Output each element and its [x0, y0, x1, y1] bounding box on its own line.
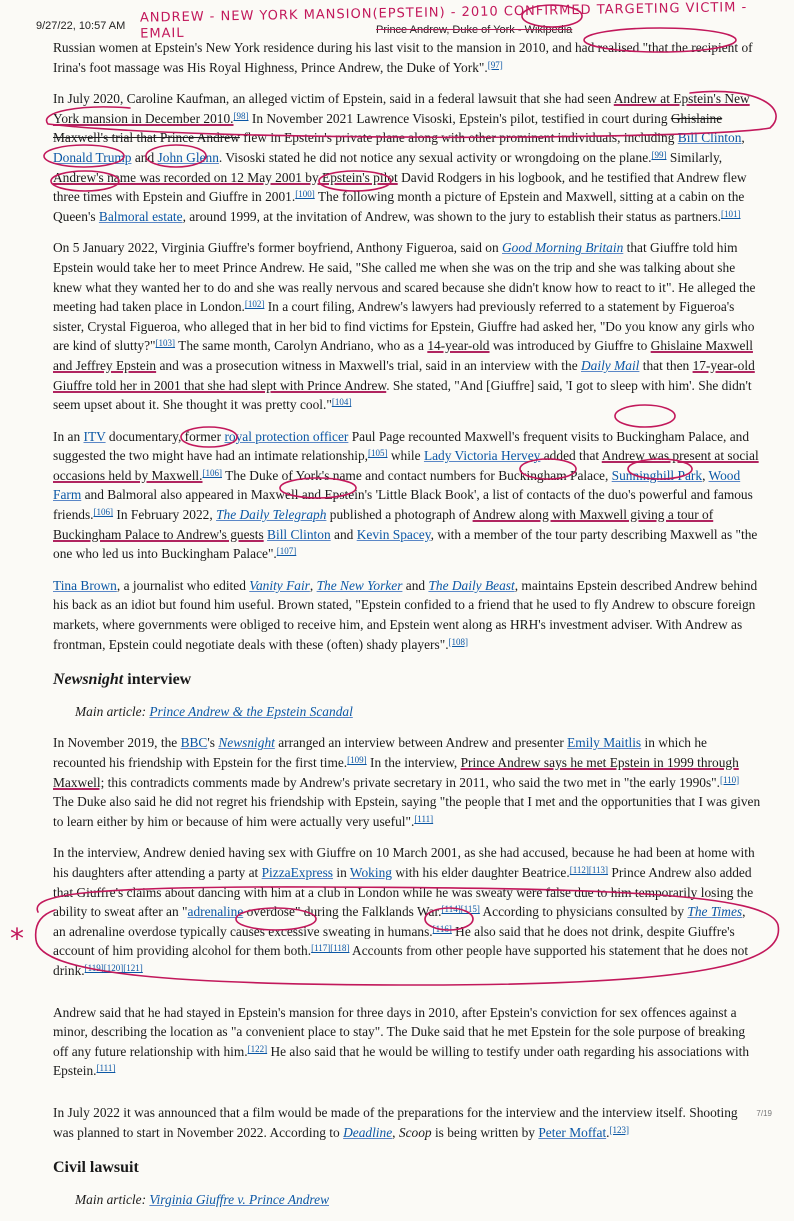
link-pizzaexpress[interactable]: PizzaExpress [261, 864, 334, 880]
underlined-text: 14-year-old [427, 338, 490, 354]
link-lady-victoria-hervey[interactable]: Lady Victoria Hervey [423, 448, 541, 464]
link-emily-maitlis[interactable]: Emily Maitlis [567, 735, 642, 751]
paragraph-itv: In an ITV documentary, former royal protection officer Paul Page recounted Maxwell's frequent visits to Buckingham Palace, and suggested the two might have had an intimate relationship,[105] while Lady Victoria Hervey added that Andrew was present at social occasions held by Maxwell.[106] The Duke of York's name and contact numbers for Buckingham Palace, Sunninghill Park, Wood Farm and Balmoral also appeared in Maxwell and Epstein's 'Little Black Book', a list of contacts of the duo's powerful and famous friends.[106] In February 2022, The Daily Telegraph published a photograph of Andrew along with Maxwell giving a tour of Buckingham Palace to Andrew's guests Bill Clinton and Kevin Spacey, with a member of the tour party describing Maxwell as "the one who led us into Buckingham Palace".[107] [53, 428, 759, 562]
citation[interactable]: [114][115] [441, 904, 480, 915]
link-royal-protection-officer[interactable]: royal protection officer [224, 428, 349, 444]
link-bbc[interactable]: BBC [180, 735, 208, 751]
link-peter-moffat[interactable]: Peter Moffat [538, 1124, 607, 1140]
link-woking[interactable]: Woking [349, 864, 392, 880]
link-daily-mail[interactable]: Daily Mail [581, 357, 640, 373]
section-heading-newsnight: Newsnight interview [53, 671, 192, 689]
main-article-note: Main article: Prince Andrew & the Epstein Scandal [75, 703, 353, 719]
citation[interactable]: [111] [96, 1063, 116, 1074]
link-new-yorker[interactable]: The New Yorker [316, 577, 403, 593]
citation[interactable]: [110] [719, 774, 740, 785]
link-john-glenn[interactable]: John Glenn [157, 149, 219, 165]
citation[interactable]: [116] [432, 923, 452, 934]
link-balmoral-estate[interactable]: Balmoral estate [98, 208, 183, 224]
link-bill-clinton-2[interactable]: Bill Clinton [267, 526, 331, 542]
link-good-morning-britain[interactable]: Good Morning Britain [502, 240, 624, 256]
citation[interactable]: [100] [295, 189, 315, 200]
citation[interactable]: [111] [414, 813, 434, 824]
paragraph-kaufman: In July 2020, Caroline Kaufman, an alleged victim of Epstein, said in a federal lawsuit that she had seen Andrew at Epstein's New York mansion in December 2010.[98] In November 2021 Lawrence Visoski, Epstein's pilot, testified in court during Ghislaine Maxwell's trial that Prince Andrew flew in Epstein's private plane along with other prominent individuals, including Bill Clinton, Donald Trump and John Glenn. Visoski stated he did not notice any sexual activity or wrongdoing on the plane.[99] Similarly, Andrew's name was recorded on 12 May 2001 by Epstein's pilot David Rodgers in his logbook, and he testified that Andrew flew three times with Epstein and Giuffre in 2001.[100] The following month a picture of Epstein and Maxwell, sitting at a cabin on the Queen's Balmoral estate, around 1999, at the invitation of Andrew, was shown to the jury to establish their status as partners.[101] [53, 91, 750, 224]
underlined-text: Andrew at Epstein's New York mansion in December 2010. [53, 91, 750, 126]
article-body [53, 38, 761, 1221]
paragraph-intro: Russian women at Epstein's New York residence during his last visit to the mansion in 2010, and had realised "that the recipient of Irina's foot massage was His Royal Highness, Prince Andrew, the Duke of York".[97] [53, 40, 753, 75]
citation[interactable]: [117][118] [311, 943, 350, 954]
link-the-times[interactable]: The Times [687, 904, 743, 920]
link-wood-farm[interactable]: Wood Farm [53, 467, 741, 503]
print-datetime: 9/27/22, 10:57 AM [36, 20, 126, 32]
paragraph-figueroa: On 5 January 2022, Virginia Giuffre's former boyfriend, Anthony Figueroa, said on Good Morning Britain that Giuffre told him Epstein would take her to meet Prince Andrew. He said, "She called me when she was on the trip and she was talking about she knew what they wanted her to do and she was really nervous and scared because she didn't know how to react to it". He alleged the meeting had taken place in London.[102] In a court filing, Andrew's lawyers had previously referred to a statement by Figueroa's sister, Crystal Figueroa, who alleged that in her bid to find victims for Epstein, Giuffre had asked her, "Do you know any girls who are kind of slutty?"[103] The same month, Carolyn Andriano, who as a 14-year-old was introduced by Giuffre to Ghislaine Maxwell and Jeffrey Epstein and was a prosecution witness in Maxwell's trial, said in an interview with the Daily Mail that then 17-year-old Giuffre told her in 2001 that she had slept with Prince Andrew. She stated, "And [Giuffre] said, 'I got to sleep with him'. She didn't seem upset about it. She thought it was pretty cool."[104] [53, 240, 756, 413]
link-adrenaline[interactable]: adrenaline [187, 904, 244, 920]
citation[interactable]: [123] [609, 1124, 630, 1135]
citation[interactable]: [107] [276, 546, 297, 557]
link-kevin-spacey[interactable]: Kevin Spacey [356, 526, 431, 542]
citation[interactable]: [109] [347, 755, 367, 765]
citation[interactable]: [104] [331, 397, 352, 408]
citation[interactable]: [101] [720, 208, 741, 219]
paragraph-tina-brown: Tina Brown, a journalist who edited Vanity Fair, The New Yorker and The Daily Beast, maintains Epstein described Andrew behind his back as an idiot but found him useful. Brown stated, "Epstein confided to a friend that he used to fly Andrew to obscure foreign markets, where governments were obliged to receive him, and Epstein went along as HRH's investment adviser. With Andrew as frontman, Epstein could negotiate deals with these (often) shady players".[108] [53, 577, 758, 652]
link-donald-trump[interactable]: Donald Trump [53, 149, 132, 165]
link-main-article-giuffre[interactable]: Virginia Giuffre v. Prince Andrew [149, 1191, 330, 1207]
underlined-text: Andrew's name was recorded on 12 May 2001 by Epstein's pilot [53, 169, 398, 185]
print-page-title: Prince Andrew, Duke of York - Wikipedia [376, 24, 573, 36]
page-number: 7/19 [756, 1109, 772, 1118]
section-heading-civil-lawsuit: Civil lawsuit [53, 1159, 139, 1177]
citation[interactable]: [102] [244, 299, 265, 310]
link-itv[interactable]: ITV [83, 428, 106, 444]
paragraph-film: In July 2022 it was announced that a film would be made of the preparations for the interview and the interview itself. Shooting was planned to start in November 2022. According to Deadline, Scoop is being written by Peter Moffat.[123] [53, 1104, 738, 1140]
main-article-note: Main article: Virginia Giuffre v. Prince Andrew [75, 1191, 330, 1207]
citation[interactable]: [106] [202, 467, 222, 478]
citation[interactable]: [98] [233, 110, 249, 121]
paragraph-newsnight: In November 2019, the BBC's Newsnight arranged an interview between Andrew and presenter Emily Maitlis in which he recounted his friendship with Epstein for the first time.[109] In the interview, Prince Andrew says he met Epstein in 1999 through Maxwell; this contradicts comments made by Andrew's private secretary in 2011, who said the two met in "the early 1990s".[110] The Duke also said he did not regret his friendship with Epstein, saying "the people that I met and the opportunities that I was given to learn either by him or because of him were actually very useful".[111] [53, 735, 761, 829]
citation[interactable]: [112][113] [569, 864, 609, 875]
link-bill-clinton[interactable]: Bill Clinton [677, 130, 742, 146]
link-deadline[interactable]: Deadline [343, 1124, 393, 1140]
underlined-text: 17-year-old Giuffre told her in 2001 that she had slept with Prince Andrew [53, 357, 755, 393]
link-sunninghill-park[interactable]: Sunninghill Park [611, 467, 703, 483]
link-tina-brown[interactable]: Tina Brown [53, 577, 117, 593]
underlined-text: Prince Andrew says he met Epstein in 1999 through Maxwell; [53, 755, 739, 790]
citation[interactable]: [108] [448, 636, 469, 647]
citation[interactable]: [122] [247, 1043, 268, 1054]
citation[interactable]: [99] [651, 149, 667, 160]
citation[interactable]: [103] [155, 338, 176, 349]
citation[interactable]: [106] [93, 507, 114, 518]
paragraph-mansion-stay: Andrew said that he had stayed in Epstein's mansion for three days in 2010, after Epstein's conviction for sex offences against a minor, describing the location as "a convenient place to stay". The Duke said that he met Epstein for the sole purpose of breaking off any future relationship with him.[122] He also said that he would be willing to testify under oath regarding his associations with Epstein.[111] [53, 1004, 750, 1079]
link-newsnight[interactable]: Newsnight [218, 735, 275, 751]
paragraph-denial: In the interview, Andrew denied having sex with Giuffre on 10 March 2001, as she had accused, because he had been at home with his daughters after attending a party at PizzaExpress in Woking with his elder daughter Beatrice.[112][113] Prince Andrew also added that Giuffre's claims about dancing with him at a club in London while he was sweaty were false due to him temporarily losing the ability to sweat after an "adrenaline overdose" during the Falklands War.[114][115] According to physicians consulted by The Times, an adrenaline overdose typically causes excessive sweating in humans.[116] He also said that he does not drink, despite Giuffre's account of him providing alcohol for them both.[117][118] Accounts from other people have supported his statement that he does not drink.[119][120][121] [53, 845, 755, 978]
underlined-text: Andrew was present at social occasions held by Maxwell. [53, 448, 759, 483]
handwritten-annotation: ANDREW - NEW YORK MANSION(EPSTEIN) - 2010 CONFIRMED TARGETING VICTIM - EMAIL [139, 0, 748, 42]
underlined-text: Andrew along with Maxwell giving a tour of Buckingham Palace to Andrew's guests [53, 507, 714, 542]
struck-text: Ghislaine Maxwell's trial that Prince Andrew [53, 110, 723, 146]
citation[interactable]: [119][120][121] [84, 962, 143, 973]
ink-asterisk-mark: * [10, 922, 24, 955]
citation[interactable]: [97] [487, 59, 503, 70]
citation[interactable]: [105] [367, 448, 388, 459]
link-main-article-scandal[interactable]: Prince Andrew & the Epstein Scandal [149, 703, 353, 719]
underlined-text: Ghislaine Maxwell and Jeffrey Epstein [53, 338, 753, 373]
link-vanity-fair[interactable]: Vanity Fair [249, 577, 310, 593]
link-daily-telegraph[interactable]: The Daily Telegraph [216, 507, 327, 523]
link-daily-beast[interactable]: The Daily Beast [428, 577, 515, 593]
